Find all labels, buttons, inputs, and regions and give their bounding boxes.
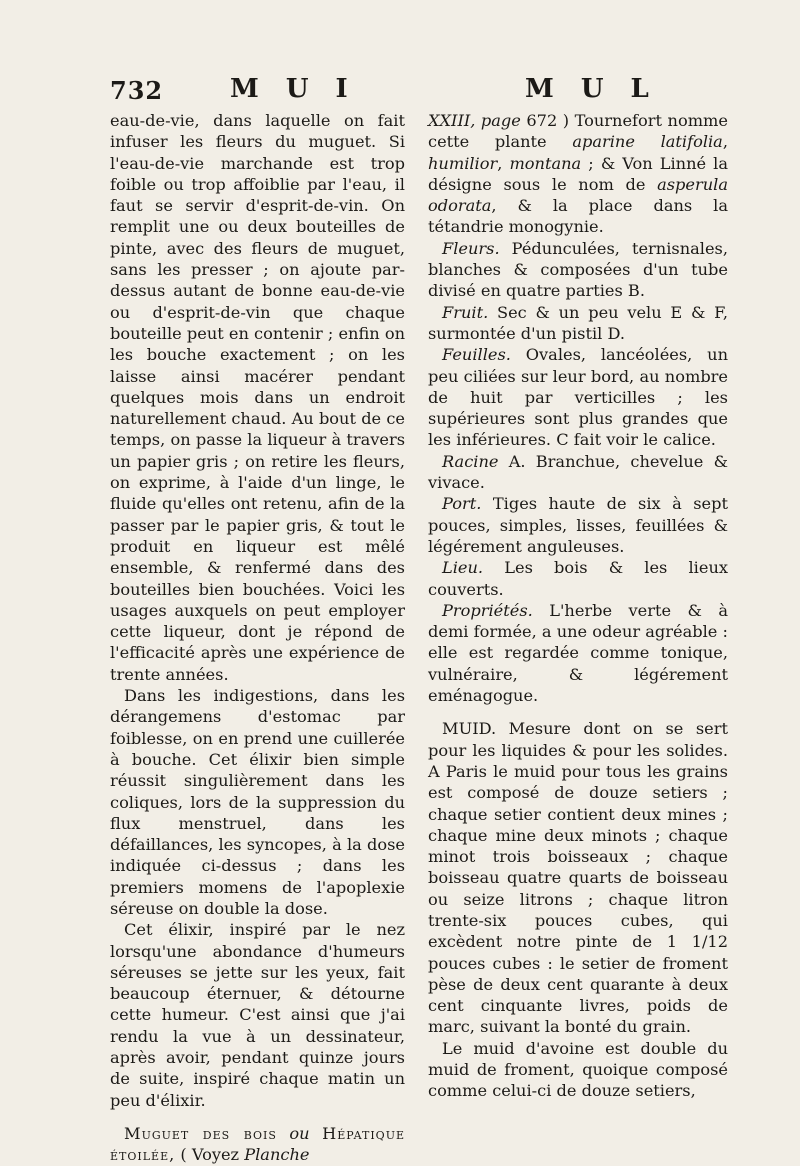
left-column [110,110,405,1166]
paragraph-proprietes [428,600,728,706]
paragraph-fruit [428,302,728,345]
text-fruit: Sec & un peu velu E & F, surmontée d'un pistil D. [428,302,728,343]
label-port: Port. [442,494,482,514]
latin-name-3: montana [509,153,582,173]
label-racine: Racine [442,451,499,471]
label-feuilles: Feuilles. [442,345,511,365]
paragraph-racine [428,451,728,494]
paragraph-inhalation: Cet élixir, inspiré par le nez lorsqu'une abondance d'humeurs séreuses se jette sur les yeux, fait beaucoup éternuer, & détourne cette humeur. C'est ainsi que j'ai rendu la vue à un dessinateur, après avoir, pendant quinze jours de suite, inspiré chaque matin un peu d'élixir. [110,920,405,1110]
running-head-left: M U I [230,74,357,104]
plate-reference: XXIII, page [428,111,521,130]
muid-text: Mesure dont on se sert pour les liquides & pour les solides. A Paris le muid pour tous les grains est composé de douze setiers ; chaque setier contient deux mines ; chaque mine deux minots ; chaque minot trois boisseaux ; chaque boisseau quatre quarts de boisseau ou seize litrons ; chaque litron trente-six pouces cubes, qui excèdent notre pinte de 1 1/12 pouces cubes : le setier de froment pèse de deux cent quarante à deux cent cinquante livres, poids de marc, suivant la bonté du grain. [428,719,728,1037]
comma-2: , [497,153,503,173]
text-feuilles: Ovales, lancéolées, un peu ciliées sur leur bord, au nombre de huit par verticilles ; les supérieures sont plus grandes que les inférieures. C fait voir le calice. [428,345,728,450]
muid-title: MUID. [442,719,497,739]
entry-title: Muguet des bois [124,1123,277,1143]
entry-muid [428,718,728,1037]
paragraph-lieu [428,557,728,600]
entry-title-2: Hépatique étoilée, [110,1123,405,1165]
text-racine: A. Branchue, chevelue & vivace. [428,451,728,493]
text-fleurs: Pédunculées, ternisnales, blanches & composées d'un tube divisé en quatre parties B. [428,238,728,301]
linne-text: ; & Von Linné la désigne sous le nom de [428,153,728,194]
text-proprietes: L'herbe verte & à demi formée, a une odeur agréable : elle est regardée comme tonique, vulnéraire, & légérement eménagogue. [428,600,728,706]
latin-name-2: humilior [428,153,498,173]
page-header [0,72,800,112]
page-number: 732 [110,76,164,105]
entry-planche: Planche [244,1145,310,1165]
tournefort-text: 672 ) Tournefort nomme cette plante [428,111,728,152]
paragraph-feuilles [428,344,728,450]
entry-muguet-des-bois [110,1123,405,1166]
paragraph-port [428,493,728,557]
label-fruit: Fruit. [442,302,489,322]
paragraph-fleurs [428,238,728,302]
right-column [428,110,728,1102]
latin-name-4: asperula odorata [428,174,728,216]
comma-1: , [722,132,728,152]
label-proprietes: Propriétés. [442,600,533,620]
entry-voyez: ( Voyez [180,1145,240,1165]
paragraph-tournefort [428,110,728,238]
entry-ou: ou [289,1123,310,1143]
running-head-right: M U L [525,74,658,104]
paragraph-muid-avoine: Le muid d'avoine est double du muid de froment, quoique composé comme celui-ci de douze setiers, [428,1038,728,1101]
label-lieu: Lieu. [442,558,484,578]
latin-name-1: aparine latifolia [572,132,723,152]
linne-end: , & la place dans la tétandrie monogynie. [428,196,728,237]
paragraph-indigestions: Dans les indigestions, dans les dérangemens d'estomac par foiblesse, on en prend une cuillerée à bouche. Cet élixir bien simple réussit singulièrement dans les coliques, lors de la suppression du flux menstruel, dans les défaillances, les syncopes, à la dose indiquée ci-dessus ; dans les premiers momens de l'apoplexie séreuse on double la dose. [110,686,405,918]
label-fleurs: Fleurs. [442,238,500,258]
text-lieu: Les bois & les lieux couverts. [428,558,728,599]
paragraph-elixir-preparation: eau-de-vie, dans laquelle on fait infuser les fleurs du muguet. Si l'eau-de-vie marchande est trop foible ou trop affoiblie par l'eau, il faut se servir d'esprit-de-vin. On remplit une ou deux bouteilles de pinte, avec des fleurs de muguet, sans les presser ; on ajoute par-dessus autant de bonne eau-de-vie ou d'esprit-de-vin que chaque bouteille peut en contenir ; enfin on les bouche exactement ; on les laisse ainsi macérer pendant quelques mois dans un endroit naturellement chaud. Au bout de ce temps, on passe la liqueur à travers un papier gris ; on retire les fleurs, on exprime, à l'aide d'un linge, le fluide qu'elles ont retenu, afin de la passer par le papier gris, & tout le produit en liqueur est mêlé ensemble, & renfermé dans des bouteilles bien bouchées. Voici les usages auxquels on peut employer cette liqueur, dont je répond de l'efficacité après une expérience de trente années. [110,111,405,684]
text-port: Tiges haute de six à sept pouces, simples, lisses, feuillées & légérement anguleuses. [428,494,728,556]
